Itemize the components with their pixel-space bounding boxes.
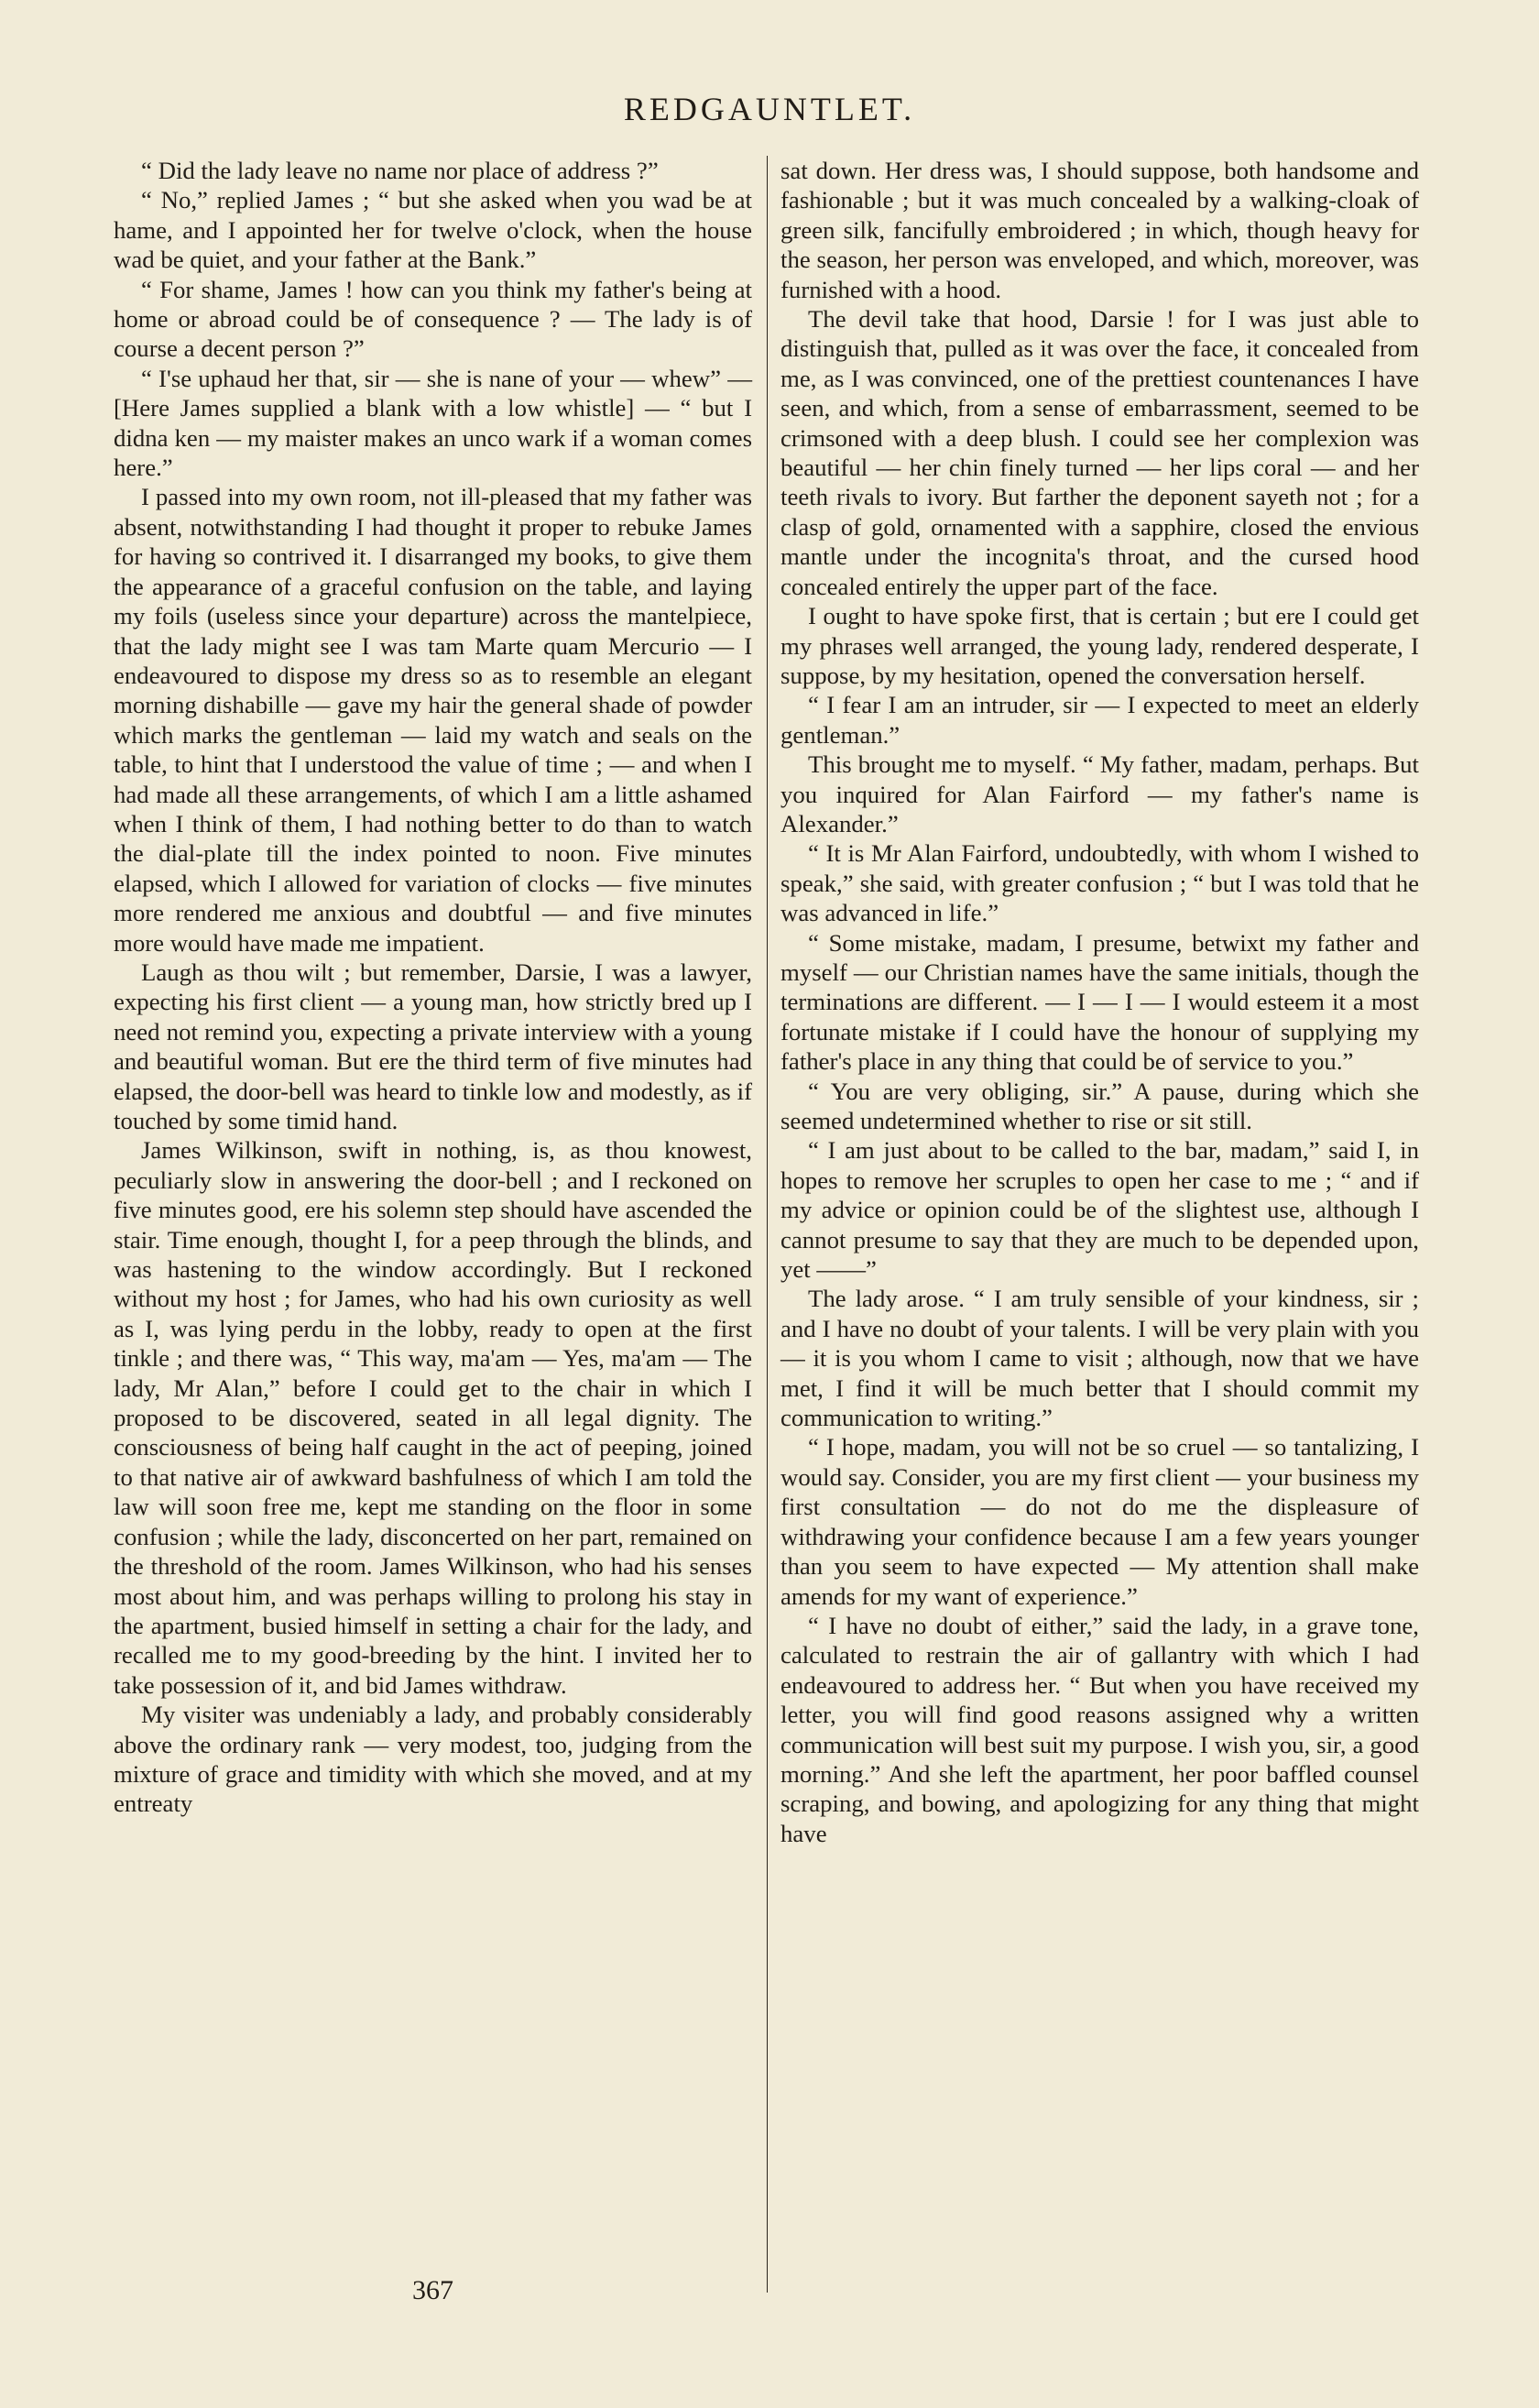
running-head: REDGAUNTLET. xyxy=(623,91,916,127)
paragraph: Laugh as thou wilt ; but remember, Darsie, I was a lawyer, expecting his first client — a young man, how strictly bred up I need not remind you, expecting a private interview with a young and beautiful woman. But ere the third term of five minutes had elapsed, the door-bell was heard to tinkle low and modestly, as if touched by some timid hand. xyxy=(114,958,752,1134)
column-divider xyxy=(767,156,768,2293)
paragraph: “ I hope, madam, you will not be so cruel — so tantalizing, I would say. Consider, you are my first client — your business my first consultation — do not do me the displeasure of withdrawing your confidence because I am a few years younger than you seem to have expected — My attention shall make amends for my want of experience.” xyxy=(780,1433,1419,1610)
paragraph: “ It is Mr Alan Fairford, undoubtedly, with whom I wished to speak,” she said, with greater confusion ; “ but I was told that he was advanced in life.” xyxy=(780,839,1419,927)
paragraph: “ I am just about to be called to the bar, madam,” said I, in hopes to remove her scruples to open her case to me ; “ and if my advice or opinion could be of the slightest use, although I cannot presume to say that they are much to be depended upon, yet ——” xyxy=(780,1136,1419,1284)
paragraph: James Wilkinson, swift in nothing, is, as thou knowest, peculiarly slow in answering the door-bell ; and I reckoned on five minutes good, ere his solemn step should have ascended the stair. Time enough, thought I, for a peep through the blinds, and was hastening to the window accordingly. But I reckoned without my host ; for James, who had his own curiosity as well as I, was lying perdu in the lobby, ready to open at the first tinkle ; and there was, “ This way, ma'am — Yes, ma'am — The lady, Mr Alan,” before I could get to the chair in which I proposed to be discovered, seated in all legal dignity. The consciousness of being half caught in the act of peeping, joined to that native air of awkward bashfulness of which I am told the law will soon free me, kept me standing on the floor in some confusion ; while the lady, disconcerted on her part, remained on the threshold of the room. James Wilkinson, who had his senses most about him, and was perhaps willing to prolong his stay in the apartment, busied himself in setting a chair for the lady, and recalled me to my good-breeding by the hint. I invited her to take possession of it, and bid James withdraw. xyxy=(114,1136,752,1699)
paragraph: “ I'se uphaud her that, sir — she is nane of your — whew” — [Here James supplied a blank with a low whistle] — “ but I didna ken — my maister makes an unco wark if a woman comes here.” xyxy=(114,364,752,482)
paragraph: “ For shame, James ! how can you think my father's being at home or abroad could be of consequence ? — The lady is of course a decent person ?” xyxy=(114,275,752,363)
paragraph: “ Some mistake, madam, I presume, betwixt my father and myself — our Christian names have the same initials, though the terminations are different. — I — I — I would esteem it a most fortunate mistake if I could have the honour of supplying my father's place in any thing that could be of service to you.” xyxy=(780,928,1419,1076)
left-column xyxy=(114,156,752,1819)
paragraph: This brought me to myself. “ My father, madam, perhaps. But you inquired for Alan Fairford — my father's name is Alexander.” xyxy=(780,750,1419,837)
paragraph: The lady arose. “ I am truly sensible of your kindness, sir ; and I have no doubt of your talents. I will be very plain with you — it is you whom I came to visit ; although, now that we have met, I find it will be much better that I should commit my communication to writing.” xyxy=(780,1285,1419,1432)
paragraph: “ You are very obliging, sir.” A pause, during which she seemed undetermined whether to rise or sit still. xyxy=(780,1077,1419,1134)
page-number: 367 xyxy=(412,2275,453,2305)
paragraph: “ I have no doubt of either,” said the lady, in a grave tone, calculated to restrain the air of gallantry with which I had endeavoured to address her. “ But when you have received my letter, you will find good reasons assigned why a written communication will best suit my purpose. I wish you, sir, a good morning.” And she left the apartment, her poor baffled counsel scraping, and bowing, and apologizing for any thing that might have xyxy=(780,1611,1419,1847)
paragraph: sat down. Her dress was, I should suppose, both handsome and fashionable ; but it was much concealed by a walking-cloak of green silk, fancifully embroidered ; in which, though heavy for the season, her person was enveloped, and which, moreover, was furnished with a hood. xyxy=(780,157,1419,303)
paragraph: The devil take that hood, Darsie ! for I was just able to distinguish that, pulled as it was over the face, it concealed from me, as I was convinced, one of the prettiest countenances I have seen, and which, from a sense of embarrassment, seemed to be crimsoned with a deep blush. I could see her complexion was beautiful — her chin finely turned — her lips coral — and her teeth rivals to ivory. But farther the deponent sayeth not ; for a clasp of gold, ornamented with a sapphire, closed the envious mantle under the incognita's throat, and the cursed hood concealed entirely the upper part of the face. xyxy=(780,305,1419,600)
paragraph: “ Did the lady leave no name nor place of address ?” xyxy=(141,157,659,184)
paragraph: “ I fear I am an intruder, sir — I expected to meet an elderly gentleman.” xyxy=(780,691,1419,749)
paragraph: “ No,” replied James ; “ but she asked when you wad be at hame, and I appointed her for twelve o'clock, when the house wad be quiet, and your father at the Bank.” xyxy=(114,186,752,274)
paragraph: I passed into my own room, not ill-pleased that my father was absent, notwithstanding I had thought it proper to rebuke James for having so contrived it. I disarranged my books, to give them the appearance of a graceful confusion on the table, and laying my foils (useless since your departure) across the mantelpiece, that the lady might see I was tam Marte quam Mercurio — I endeavoured to dispose my dress so as to resemble an elegant morning dishabille — gave my hair the general shade of powder which marks the gentleman — laid my watch and seals on the table, to hint that I understood the value of time ; — and when I had made all these arrangements, of which I am a little ashamed when I think of them, I had nothing better to do than to watch the dial-plate till the index pointed to noon. Five minutes elapsed, which I allowed for variation of clocks — five minutes more rendered me anxious and doubtful — and five minutes more would have made me impatient. xyxy=(114,483,752,957)
right-column xyxy=(780,156,1419,1848)
paragraph: My visiter was undeniably a lady, and probably considerably above the ordinary rank — very modest, too, judging from the mixture of grace and timidity with which she moved, and at my entreaty xyxy=(114,1701,752,1818)
paragraph: I ought to have spoke first, that is certain ; but ere I could get my phrases well arranged, the young lady, rendered desperate, I suppose, by my hesitation, opened the conversation herself. xyxy=(780,602,1419,689)
